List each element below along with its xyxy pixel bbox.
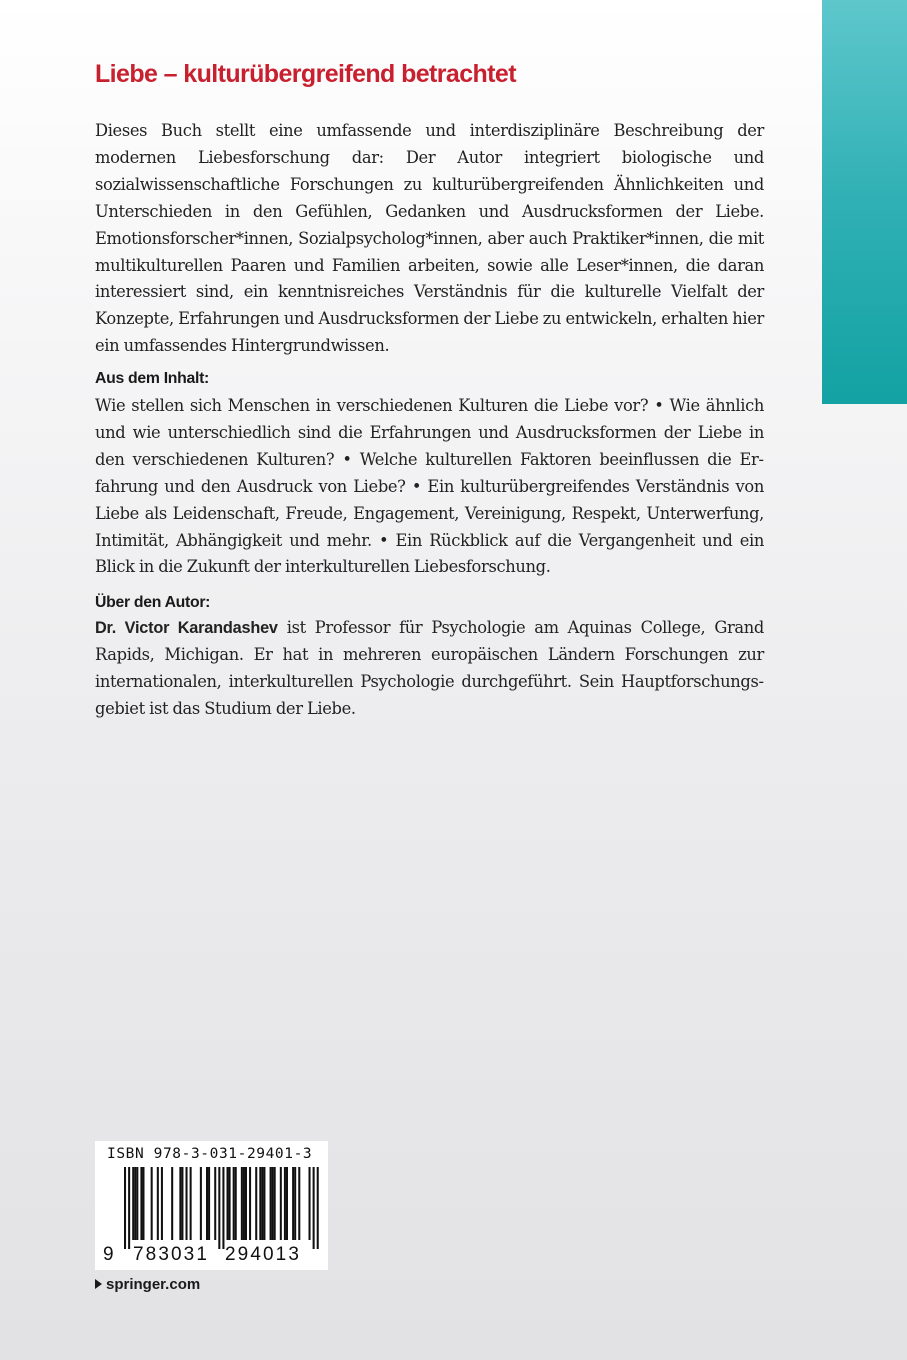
barcode-bar (214, 1167, 216, 1240)
barcode-bar (157, 1167, 159, 1240)
author-heading: Über den Autor: (95, 594, 211, 611)
barcode-digits-right: 294013 (225, 1244, 302, 1265)
barcode-bar (309, 1167, 311, 1240)
barcode-bar (140, 1167, 142, 1240)
barcode-bar (255, 1167, 257, 1240)
barcode-bar (272, 1167, 274, 1240)
barcode-bar (171, 1167, 173, 1240)
barcode-bar (229, 1167, 231, 1240)
barcode-bar (241, 1167, 243, 1240)
publisher-link[interactable] (95, 1276, 200, 1293)
isbn-label: ISBN 978-3-031-29401-3 (107, 1146, 313, 1162)
barcode-bar (292, 1167, 294, 1240)
book-description: Dieses Buch stellt eine umfassende und interdisziplinäre Beschreibung der modernen Liebesforschung dar: Der Autor integriert biologische und sozialwissenschaftliche Forschungen zu kulturübergreifenden Ähnlichkeiten und Unterschieden in den Gefühlen, Gedanken und Ausdrucksformen der Liebe. Emotionsforscher*innen, Sozialpsycholog*innen, aber auch Praktiker*innen, die mit multikulturellen Paaren und Familien arbeiten, sowie alle Leser*innen, die daran interessiert sind, ein kenntnisreiches Verständnis für die kulturelle Vielfalt der Konzepte, Erfahrungen und Ausdrucksformen der Liebe zu entwickeln, erhalten hier ein umfassendes Hintergrundwissen. (95, 121, 764, 356)
barcode-bar (261, 1167, 263, 1240)
barcode-bar (259, 1167, 261, 1240)
barcode-bar (313, 1167, 315, 1249)
barcode-digits-left: 783031 (133, 1244, 210, 1265)
barcode-digit-first: 9 (103, 1244, 114, 1265)
barcode-bar (233, 1167, 235, 1240)
barcode-bar (227, 1167, 229, 1240)
barcode-bars (95, 1167, 328, 1249)
barcode-bar (208, 1167, 210, 1240)
contents-text: Wie stellen sich Menschen in verschiedenen Kulturen die Liebe vor? • Wie ähnlich und wie unterschiedlich sind die Erfahrungen und Ausdrucksformen der Liebe in den verschiedenen Kulturen? • Welche kulturellen Faktoren beeinflussen die Erfahrung und den Ausdruck von Liebe? • Ein kulturübergreifendes Verständnis von Liebe als Leidenschaft, Freude, Engagement, Vereinigung, Respekt, Unterwerfung, Intimität, Abhängigkeit und mehr. • Ein Rückblick auf die Vergangenheit und ein Blick in die Zukunft der interkulturellen Liebesforschung. (95, 396, 764, 577)
barcode-bar (286, 1167, 288, 1240)
barcode-bar (134, 1167, 136, 1240)
barcode-bar (136, 1167, 138, 1240)
barcode-bar (161, 1167, 163, 1240)
accent-color-bar (822, 0, 907, 404)
barcode-bar (142, 1167, 144, 1240)
barcode-bar (274, 1167, 276, 1240)
isbn-barcode (95, 1141, 328, 1270)
barcode-bar (243, 1167, 245, 1240)
barcode-bar (186, 1167, 188, 1240)
barcode-bar (206, 1167, 208, 1240)
barcode-bar (218, 1167, 220, 1249)
barcode-bar (294, 1167, 296, 1240)
barcode-bar (124, 1167, 126, 1249)
barcode-bar (298, 1167, 300, 1240)
publisher-url[interactable]: springer.com (106, 1276, 201, 1293)
contents-heading: Aus dem Inhalt: (95, 370, 209, 387)
book-title: Liebe – kulturübergreifend betrachtet (95, 60, 516, 88)
author-name: Dr. Victor Karandashev (95, 619, 278, 637)
barcode-bar (200, 1167, 202, 1240)
barcode-bar (263, 1167, 265, 1240)
barcode-bar (284, 1167, 286, 1240)
barcode-bar (245, 1167, 247, 1240)
barcode-bar (128, 1167, 130, 1249)
barcode-bar (317, 1167, 319, 1249)
barcode-bar (235, 1167, 237, 1240)
author-bio-text: ist Professor für Psychologie am Aquinas College, Grand Rapids, Michigan. Er hat in mehreren europäischen Ländern Forschungen zur internationalen, interkulturellen Psychologie durchgeführt. Sein Hauptforschungsgebiet ist das Studium der Liebe. (95, 618, 764, 718)
barcode-bar (179, 1167, 181, 1240)
barcode-bar (280, 1167, 282, 1240)
barcode-bar (222, 1167, 224, 1249)
barcode-bar (151, 1167, 153, 1240)
barcode-bar (190, 1167, 192, 1240)
barcode-bar (249, 1167, 251, 1240)
barcode-bar (132, 1167, 134, 1240)
barcode-bar (181, 1167, 183, 1240)
barcode-bar (270, 1167, 272, 1240)
arrow-right-icon (95, 1279, 102, 1289)
author-bio (95, 615, 764, 723)
